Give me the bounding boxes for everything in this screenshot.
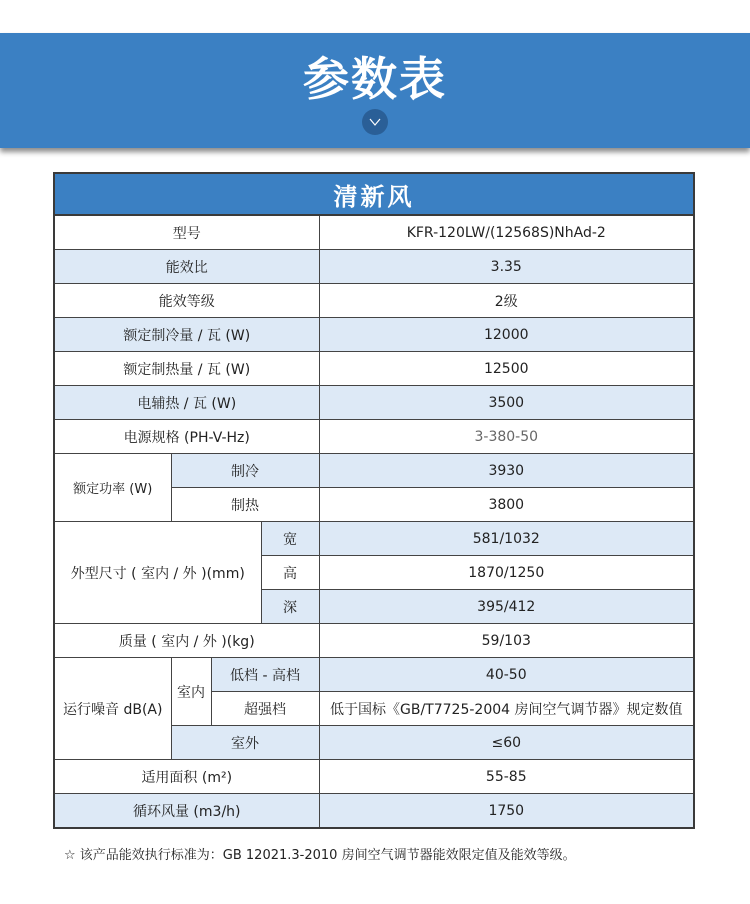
header-banner bbox=[0, 33, 750, 148]
row-value: 395/412 bbox=[319, 590, 694, 624]
sub-label: 高 bbox=[261, 556, 319, 590]
row-value: 59/103 bbox=[319, 624, 694, 658]
sub-label: 室外 bbox=[171, 726, 319, 760]
table-row bbox=[54, 318, 694, 352]
sub-label: 宽 bbox=[261, 522, 319, 556]
row-value: 3.35 bbox=[319, 250, 694, 284]
sub-label: 制热 bbox=[171, 488, 319, 522]
row-label: 电辅热 / 瓦 (W) bbox=[54, 386, 319, 420]
row-label: 能效等级 bbox=[54, 284, 319, 318]
row-value: 2级 bbox=[319, 284, 694, 318]
row-value: 低于国标《GB/T7725-2004 房间空气调节器》规定数值 bbox=[319, 692, 694, 726]
row-label: 质量 ( 室内 / 外 )(kg) bbox=[54, 624, 319, 658]
table-row bbox=[54, 250, 694, 284]
table-row bbox=[54, 624, 694, 658]
page-title: 参数表 bbox=[303, 52, 447, 106]
table-row bbox=[54, 386, 694, 420]
row-label: 额定功率 (W) bbox=[54, 454, 171, 522]
row-value: 3930 bbox=[319, 454, 694, 488]
table-row bbox=[54, 352, 694, 386]
row-value: 40-50 bbox=[319, 658, 694, 692]
row-value: 3800 bbox=[319, 488, 694, 522]
row-label: 能效比 bbox=[54, 250, 319, 284]
sub-label: 室内 bbox=[171, 658, 211, 726]
row-value: 1870/1250 bbox=[319, 556, 694, 590]
footnote: ☆ 该产品能效执行标准为：GB 12021.3-2010 房间空气调节器能效限定值及能效等级。 bbox=[64, 848, 576, 863]
row-value: 12000 bbox=[319, 318, 694, 352]
row-value: 3500 bbox=[319, 386, 694, 420]
row-value: KFR-120LW/(12568S)NhAd-2 bbox=[319, 215, 694, 250]
row-value: 1750 bbox=[319, 794, 694, 829]
row-label: 型号 bbox=[54, 215, 319, 250]
chevron-down-icon[interactable] bbox=[362, 109, 388, 135]
table-row bbox=[54, 794, 694, 829]
table-row bbox=[54, 658, 694, 692]
table-row bbox=[54, 420, 694, 454]
table-row bbox=[54, 284, 694, 318]
row-value: 3-380-50 bbox=[319, 420, 694, 454]
spec-table bbox=[53, 172, 695, 829]
table-row bbox=[54, 522, 694, 556]
row-label: 电源规格 (PH-V-Hz) bbox=[54, 420, 319, 454]
table-row bbox=[54, 215, 694, 250]
row-label: 适用面积 (m²) bbox=[54, 760, 319, 794]
row-value: 55-85 bbox=[319, 760, 694, 794]
row-value: 12500 bbox=[319, 352, 694, 386]
row-label: 循环风量 (m3/h) bbox=[54, 794, 319, 829]
row-label: 额定制热量 / 瓦 (W) bbox=[54, 352, 319, 386]
sub-label: 深 bbox=[261, 590, 319, 624]
table-row bbox=[54, 760, 694, 794]
sub-label: 超强档 bbox=[211, 692, 319, 726]
row-label: 额定制冷量 / 瓦 (W) bbox=[54, 318, 319, 352]
sub-label: 制冷 bbox=[171, 454, 319, 488]
row-label: 外型尺寸 ( 室内 / 外 )(mm) bbox=[54, 522, 261, 624]
row-value: ≤60 bbox=[319, 726, 694, 760]
sub-label: 低档 - 高档 bbox=[211, 658, 319, 692]
row-value: 581/1032 bbox=[319, 522, 694, 556]
table-title: 清新风 bbox=[54, 173, 694, 215]
row-label: 运行噪音 dB(A) bbox=[54, 658, 171, 760]
table-row bbox=[54, 454, 694, 488]
